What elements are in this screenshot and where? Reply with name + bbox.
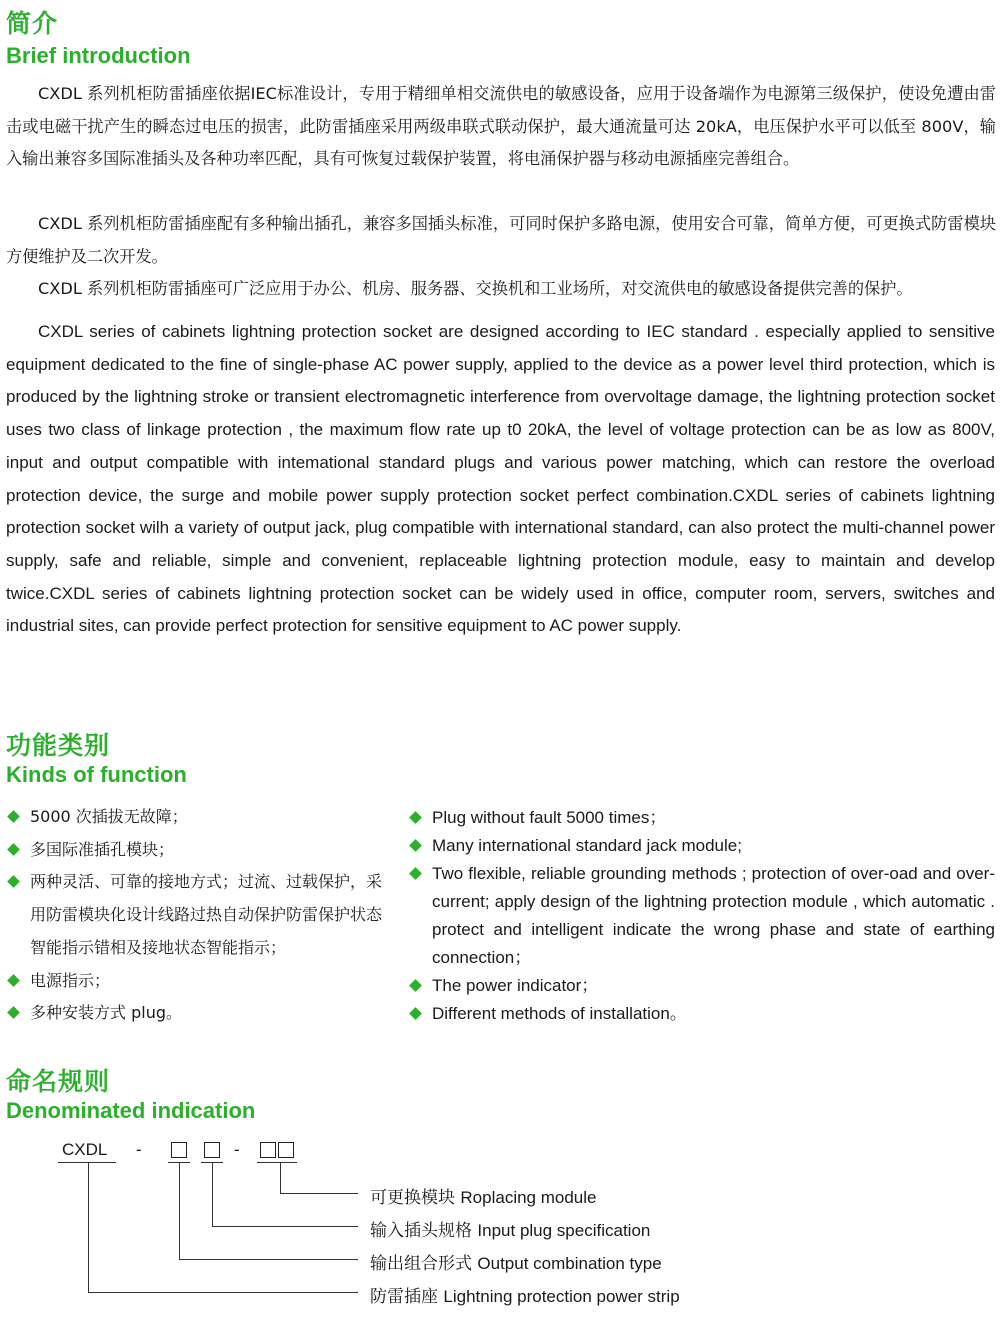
intro-heading-en: Brief introduction xyxy=(6,43,191,68)
leader-line-module xyxy=(280,1162,281,1194)
placeholder-box-output xyxy=(171,1142,187,1158)
function-item-cn: 两种灵活、可靠的接地方式；过流、过载保护，采用防雷模块化设计线路过热自动保护防雷保护状态智能指示错相及接地状态智能指示； xyxy=(6,866,388,964)
leader-line-module xyxy=(280,1193,358,1194)
green-diamond-icon xyxy=(409,979,422,992)
function-item-cn: 多国际准插孔模块； xyxy=(6,834,388,867)
naming-heading-en: Denominated indication xyxy=(6,1098,256,1123)
intro-paragraph-cn-1: CXDL 系列机柜防雷插座依据IEC标准设计，专用于精细单相交流供电的敏感设备，应用于设备端作为电源第三级保护，使设免遭由雷击或电磁干扰产生的瞬态过电压的损害，此防雷插座采用两级串联式联动保护，最大通流量可达 20kA，电压保护水平可以低至 800V，输入输出兼容多国际准插头及各种功率匹配，具有可恢复过载保护装置，将电涌保护器与移动电源插座完善组合。 xyxy=(6,84,996,168)
function-item-en: Two flexible, reliable grounding methods ; protection of over-oad and over-current; apply design of the lightning protection module , which automatic . protect and intelligent indicate the wrong phase and state of earthing connection； xyxy=(408,860,995,972)
model-code-separator: - xyxy=(234,1140,240,1159)
function-item-cn: 多种安装方式 plug。 xyxy=(6,997,388,1030)
underline-module xyxy=(257,1162,297,1163)
naming-label-prefix: 防雷插座 Lightning protection power strip xyxy=(370,1287,680,1307)
leader-line-input xyxy=(212,1226,358,1227)
naming-heading-cn: 命名规则 xyxy=(6,1067,111,1096)
green-diamond-icon xyxy=(409,1007,422,1020)
function-item-cn: 电源指示； xyxy=(6,965,388,998)
placeholder-box-input xyxy=(204,1142,220,1158)
intro-paragraph-cn-2: CXDL 系列机柜防雷插座配有多种输出插孔，兼容多国插头标准，可同时保护多路电源，使用安合可靠，简单方便，可更换式防雷模块方便维护及二次开发。 xyxy=(6,214,996,266)
model-code-prefix: CXDL xyxy=(62,1140,108,1159)
functions-heading-en: Kinds of function xyxy=(6,762,187,787)
functions-list-cn xyxy=(6,801,388,1030)
model-code-separator: - xyxy=(136,1140,142,1159)
green-diamond-icon xyxy=(409,867,422,880)
green-diamond-icon xyxy=(7,810,20,823)
leader-line-prefix xyxy=(88,1292,358,1293)
leader-line-prefix xyxy=(88,1162,89,1293)
placeholder-box-module-1 xyxy=(260,1142,276,1158)
function-item-en: Many international standard jack module; xyxy=(408,832,995,860)
function-item-en: The power indicator； xyxy=(408,972,995,1000)
leader-line-output xyxy=(179,1259,358,1260)
green-diamond-icon xyxy=(7,1006,20,1019)
green-diamond-icon xyxy=(409,839,422,852)
naming-label-module: 可更换模块 Roplacing module xyxy=(370,1188,597,1208)
intro-heading-cn: 简介 xyxy=(6,9,59,38)
functions-heading-cn: 功能类别 xyxy=(6,731,111,760)
function-item-en: Different methods of installation。 xyxy=(408,1000,995,1028)
leader-line-output xyxy=(179,1162,180,1260)
function-item-en: Plug without fault 5000 times； xyxy=(408,804,995,832)
intro-paragraph-cn-3: CXDL 系列机柜防雷插座可广泛应用于办公、机房、服务器、交换机和工业场所，对交流供电的敏感设备提供完善的保护。 xyxy=(38,279,913,298)
naming-label-output: 输出组合形式 Output combination type xyxy=(370,1254,662,1274)
green-diamond-icon xyxy=(409,811,422,824)
functions-list-en xyxy=(408,804,995,1028)
function-item-cn: 5000 次插拔无故障； xyxy=(6,801,388,834)
model-naming-diagram xyxy=(0,1130,1000,1320)
intro-paragraph-en: CXDL series of cabinets lightning protection socket are designed according to IEC standard . especially applied to sensitive equipment dedicated to the fine of single-phase AC power supply, applied to the device as a power level third protection, which is produced by the lightning stroke or transient electromagnetic interference from overvoltage damage, the lightning protection socket uses two class of linkage protection , the maximum flow rate up t0 20kA, the level of voltage protection can be as low as 800V, input and output compatible with intemational standard plugs and various power matching, which can restore the overload protection device, the surge and mobile power supply protection socket perfect combination.CXDL series of cabinets lightning protection socket wilh a variety of output jack, plug compatible with international standard, can also protect the multi-channel power supply, safe and reliable, simple and convenient, replaceable lightning protection module, easy to maintain and develop twice.CXDL series of cabinets lightning protection socket can be widely used in office, computer room, servers, switches and industrial sites, can provide perfect protection for sensitive equipment to AC power supply. xyxy=(6,322,995,636)
green-diamond-icon xyxy=(7,974,20,987)
underline-prefix xyxy=(58,1162,116,1163)
placeholder-box-module-2 xyxy=(278,1142,294,1158)
green-diamond-icon xyxy=(7,876,20,889)
green-diamond-icon xyxy=(7,843,20,856)
naming-label-input: 输入插头规格 Input plug specification xyxy=(370,1221,651,1241)
leader-line-input xyxy=(212,1162,213,1227)
